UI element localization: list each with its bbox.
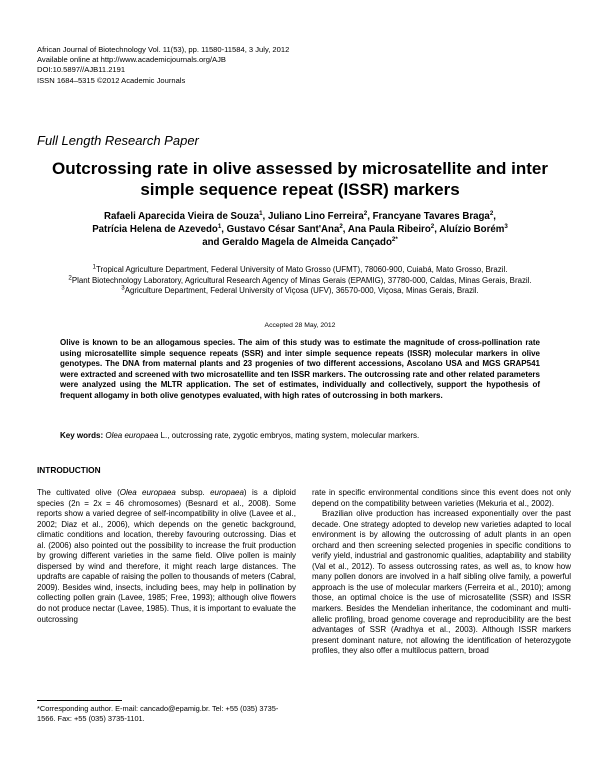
author-separator: ,: [493, 211, 496, 222]
affiliation-text: Tropical Agriculture Department, Federal University of Mato Grosso (UFMT), 78060-900, Cuiabá, Mato Grosso, Brazil.: [95, 265, 508, 274]
paper-type: Full Length Research Paper: [37, 133, 199, 148]
author-separator: ,: [221, 224, 227, 236]
author-affiliation-mark: 1: [259, 209, 263, 217]
body-column-left: [37, 488, 296, 625]
paper-title: Outcrossing rate in olive assessed by microsatellite and inter simple sequence repeat (ISSR) markers: [51, 159, 548, 199]
affiliation: [50, 286, 550, 297]
journal-url: Available online at http://www.academicjournals.org/AJB: [37, 55, 226, 65]
body-paragraph: Brazilian olive production has increased exponentially over the past decade. One strategy adopted to develop new varieties adapted to local environment is by allowing the outcrossing of adult plants in an open orchard and then screening selected progenies in specific conditions to verify yield, industrial and gastronomic qualities, adaptability and stability (Val et al., 2012). To assess outcrossing rates, as well as, to know how many pollen donors are involved in a half sibling olive family, a powerful approach is the use of molecular markers (Ferreira et al., 2010); among those, an optimal choice is the use of microsatellite (SSR) and ISSR markers. Besides the Mendelian inheritance, the codominant and multi-allelic profiling, broad genome coverage and reproducibility are the best advantages of SSR (Aradhya et al., 2003). Although ISSR markers present dominant nature, not allowing the identification of heterozygote profiles, they also offer a multilocus pattern, broad: [312, 509, 571, 656]
affiliation-mark: 1: [92, 263, 96, 271]
affiliation: [50, 273, 550, 287]
author-affiliation-mark: 2: [339, 222, 343, 230]
author-separator: ,: [342, 224, 348, 236]
journal-issn: ISSN 1684–5315 ©2012 Academic Journals: [37, 75, 186, 85]
author-name: Juliano Lino Ferreira: [267, 211, 364, 222]
affiliation-text: Plant Biotechnology Laboratory, Agricultural Research Agency of Minas Gerais (EPAMIG), 37780-000, Caldas, Minas Gerais, Brazil.: [71, 275, 532, 285]
author-affiliation-mark: 2: [430, 222, 435, 230]
affiliation-text: Agriculture Department, Federal University of Viçosa (UFV), 36570-000, Viçosa, Minas Gerais, Brazil.: [124, 286, 479, 296]
journal-doi: DOI:10.5897//AJB11.2191: [37, 65, 126, 75]
section-heading-introduction: INTRODUCTION: [37, 465, 101, 475]
body-text: ) is a diploid species (2n = 2x = 46 chromosomes) (Besnard et al., 2008). Some reports show a varied degree of self-incompatibility in olive (Lavee et al., 2002; Diaz et al., 2006), which depends on the genetic background, climatic conditions and location, thereby favouring outcrossing. Dias et al. (2006) also pointed out the possibility to increase the fruit production by growing different varieties in the same field. Olive pollen is mainly dispersed by wind and therefore, it might reach large distances. The updrafts are capable of raising the pollen to thousands of meters (Cabral, 2009). Besides wind, insects, including bees, may help in pollination by collecting pollen grain (Lavee, 1985; Free, 1993); although olive flowers do not produce nectar (Lavee, 1985). Thus, it is important to evaluate the outcrossing: [37, 488, 297, 624]
author-separator: ,: [367, 211, 373, 222]
author-name: Ana Paula Ribeiro: [347, 224, 431, 236]
author-affiliation-mark: 2: [489, 209, 494, 217]
keywords: [60, 430, 540, 441]
affiliation-mark: 2: [68, 273, 72, 281]
author-name: Patrícia Helena de Azevedo: [92, 224, 218, 236]
author-affiliation-mark: 2*: [391, 236, 398, 244]
journal-header: [37, 45, 437, 86]
affiliation-mark: 3: [121, 284, 125, 292]
keywords-list: L., outcrossing rate, zygotic embryos, mating system, molecular markers.: [158, 431, 420, 440]
keywords-label: Key words:: [60, 431, 104, 440]
author-separator: ,: [434, 224, 440, 236]
author-name: Gustavo César Sant'Ana: [226, 224, 340, 236]
accepted-date: Accepted 28 May, 2012: [264, 322, 336, 329]
footnote-divider: [37, 700, 122, 701]
author-affiliation-mark: 2: [363, 209, 368, 217]
affiliation: [50, 265, 550, 276]
keywords-species: Olea europaea: [105, 431, 159, 440]
author-affiliation-mark: 3: [504, 222, 508, 230]
author-name: Aluízio Borém: [439, 224, 505, 236]
author-name: and Geraldo Magela de Almeida Cançado: [202, 237, 392, 249]
abstract: Olive is known to be an allogamous species. The aim of this study was to estimate the magnitude of cross-pollination rate using microsatellite simple sequence repeats (SSR) and inter simple sequence repeats (ISSR) molecular markers in olive genotypes. The DNA from maternal plants and 23 progenies of two different accessions, Ascolano USA and MGS GRAP541 were extracted and screened with two microsatellite and ten ISSR markers. The outcrossing rate and other related parameters were analyzed using the MLTR application. The set of estimates, individually and collectively, support the hypothesis of frequent allogamy in both olive genotypes evaluated, with high rates of outcrossing in both markers.: [60, 338, 540, 400]
journal-citation: African Journal of Biotechnology Vol. 11(53), pp. 11580-11584, 3 July, 2012: [37, 45, 290, 54]
affiliation-list: [50, 265, 550, 297]
body-paragraph: rate in specific environmental conditions since this event does not only depend on the compatibility between varieties (Mekuria et al., 2002).: [312, 488, 571, 508]
body-column-right: [312, 488, 571, 657]
subspecies-name: europaea: [210, 488, 244, 497]
body-text: subsp.: [175, 488, 211, 497]
author-name: Francyane Tavares Braga: [372, 211, 490, 222]
author-list: [50, 210, 550, 250]
body-paragraph: [37, 488, 296, 625]
author-affiliation-mark: 1: [217, 222, 222, 230]
author-separator: ,: [262, 211, 268, 222]
corresponding-author-footnote: *Corresponding author. E-mail: cancado@epamig.br. Tel: +55 (035) 3735-1566. Fax: +55 (035) 3735-1101.: [37, 704, 279, 723]
body-text: The cultivated olive (: [37, 488, 120, 497]
author-name: Rafaeli Aparecida Vieira de Souza: [104, 211, 260, 222]
species-name: Olea europaea: [119, 488, 176, 497]
